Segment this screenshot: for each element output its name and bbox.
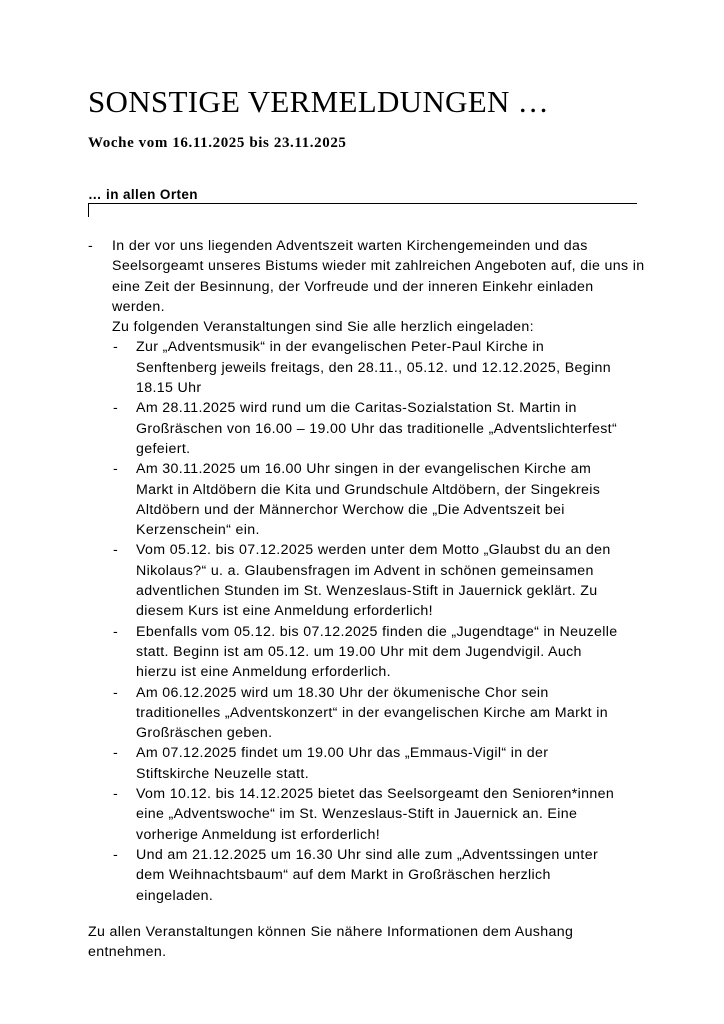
event-text: Am 28.11.2025 wird rund um die Caritas-Sozialstation St. Martin in Großräschen von 16.00 – 19.00 Uhr das traditionelle „Adventslichterfest“ gefeiert. (136, 400, 618, 457)
event-text: Am 06.12.2025 wird um 18.30 Uhr der ökumenische Chor sein traditionelles „Adventskonzert“ in der evangelischen Kirche am Markt in Großräschen geben. (136, 684, 608, 742)
event-text: Vom 10.12. bis 14.12.2025 bietet das Seelsorgeamt den Senioren*innen eine „Adventswoche“ im St. Wenzeslaus-Stift in Jauernick an. Eine vorherige Anmeldung ist erforderlich! (136, 786, 615, 843)
event-text: Und am 21.12.2025 um 16.30 Uhr sind alle zum „Adventssingen unter dem Weihnachtsbaum“ auf dem Markt in Großräschen herzlich eingeladen. (136, 846, 599, 904)
announcement-body (88, 236, 648, 962)
bullet-dash: - (113, 542, 119, 559)
section-heading: … in allen Orten (88, 187, 198, 202)
bullet-dash: - (113, 400, 119, 417)
event-item (88, 540, 624, 621)
event-item (88, 622, 624, 683)
event-item (88, 743, 624, 784)
page-title: SONSTIGE VERMELDUNGEN … (88, 84, 549, 119)
event-text: Zur „Adventsmusik“ in der evangelischen Peter-Paul Kirche in Senftenberg jeweils freitags, den 28.11., 05.12. und 12.12.2025, Beginn 18.15 Uhr (136, 339, 611, 397)
section-divider (88, 203, 637, 204)
bullet-dash: - (113, 786, 119, 803)
event-item (88, 845, 624, 906)
event-text: Am 07.12.2025 findet um 19.00 Uhr das „Emmaus-Vigil“ in der Stiftskirche Neuzelle statt. (136, 745, 549, 782)
invitation-line: Zu folgenden Veranstaltungen sind Sie alle herzlich eingeladen: (112, 319, 534, 336)
event-list (88, 337, 648, 905)
bullet-dash: - (113, 684, 119, 701)
week-range: Woche vom 16.11.2025 bis 23.11.2025 (88, 135, 347, 151)
section-divider-tick (88, 203, 89, 217)
event-item (88, 398, 624, 459)
intro-paragraph: In der vor uns liegenden Adventszeit warten Kirchengemeinden und das Seelsorgeamt unseres Bistums wieder mit zahlreichen Angeboten auf, die uns in eine Zeit der Besinnung, der Vorfreude und der inneren Einkehr einladen werden. (112, 238, 645, 315)
bullet-dash: - (113, 339, 119, 356)
event-item (88, 337, 624, 398)
event-item (88, 784, 624, 845)
event-item (88, 683, 624, 744)
event-text: Ebenfalls vom 05.12. bis 07.12.2025 finden die „Jugendtage“ in Neuzelle statt. Beginn ist am 05.12. um 19.00 Uhr mit dem Jugendvigil. Auch hierzu ist eine Anmeldung erforderlich. (136, 623, 618, 681)
footer-note: Zu allen Veranstaltungen können Sie nähere Informationen dem Aushang entnehmen. (88, 923, 574, 961)
bullet-dash: - (88, 238, 94, 254)
event-item (88, 459, 624, 540)
bullet-dash: - (113, 461, 119, 478)
bullet-dash: - (113, 745, 119, 762)
bullet-dash: - (113, 623, 119, 640)
bullet-dash: - (113, 846, 119, 863)
event-text: Vom 05.12. bis 07.12.2025 werden unter dem Motto „Glaubst du an den Nikolaus?“ u. a. Glaubensfragen im Advent in schönen gemeinsamen adventlichen Stunden im St. Wenzeslaus-Stift in Jauernick geklärt. Zu diesem Kurs ist eine Anmeldung erforderlich! (136, 542, 611, 620)
event-text: Am 30.11.2025 um 16.00 Uhr singen in der evangelischen Kirche am Markt in Altdöbern die Kita und Grundschule Altdöbern, der Singekreis Altdöbern und der Männerchor Werchow die „Die Adventszeit bei Kerzenschein“ ein. (136, 461, 601, 539)
main-list-item (88, 236, 648, 337)
